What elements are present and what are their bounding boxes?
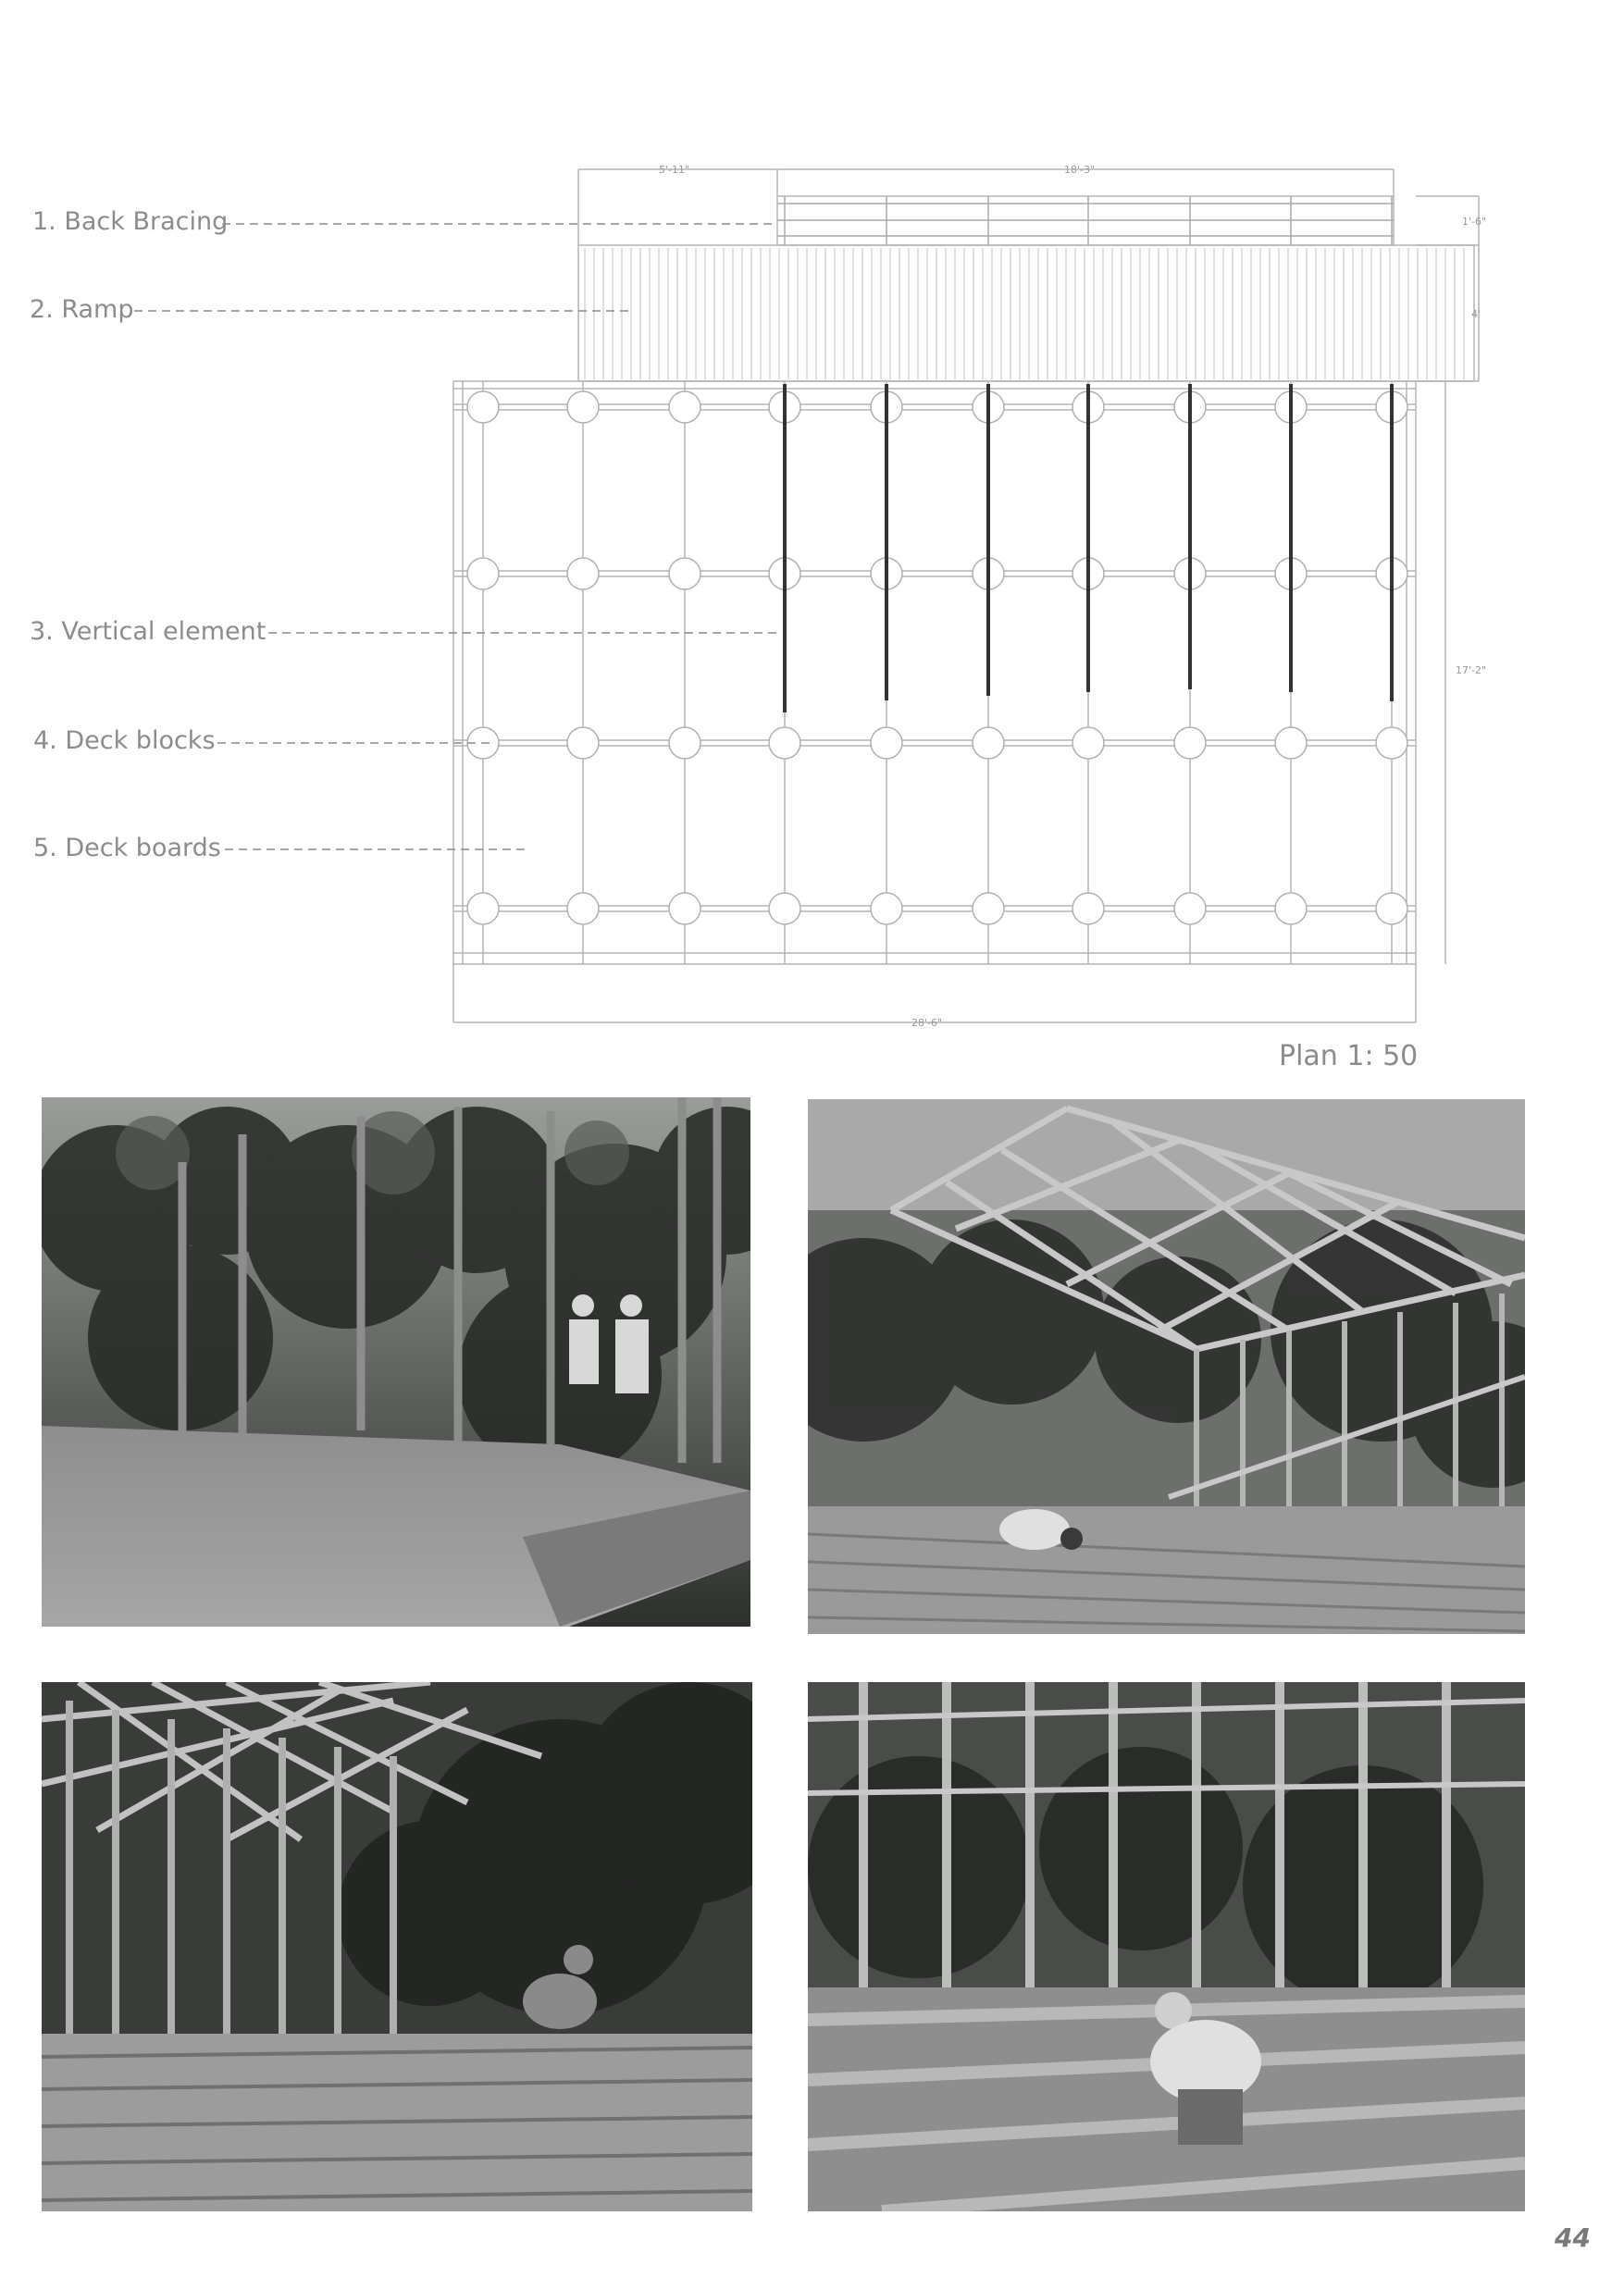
deck-outline xyxy=(453,381,1416,964)
dim-ramp-depth: 4' xyxy=(1471,308,1481,320)
deck-block xyxy=(567,727,599,759)
photo-joist-worker xyxy=(808,1682,1525,2211)
dim-deck-width: 28'-6" xyxy=(911,1017,943,1029)
photo-deck-workers xyxy=(42,1097,750,1627)
label-deck-boards: 5. Deck boards xyxy=(33,834,221,862)
deck-block xyxy=(1174,727,1206,759)
dim-bracing-depth: 1'-6" xyxy=(1462,216,1487,228)
deck-block xyxy=(1072,727,1104,759)
deck-block xyxy=(669,391,700,423)
ramp-outline xyxy=(578,245,1474,381)
deck-block xyxy=(467,893,499,924)
photo-roof-frame-ramp xyxy=(808,1099,1525,1634)
deck-block xyxy=(1376,727,1407,759)
plan-caption: Plan 1: 50 xyxy=(1279,1040,1419,1072)
deck-block xyxy=(669,727,700,759)
label-ramp: 2. Ramp xyxy=(30,295,134,324)
deck-block xyxy=(669,893,700,924)
deck-block xyxy=(567,391,599,423)
photo-truss-saw xyxy=(42,1682,752,2211)
deck-block xyxy=(669,558,700,589)
deck-block xyxy=(769,893,800,924)
deck-block xyxy=(973,893,1004,924)
deck-block xyxy=(1376,893,1407,924)
deck-block xyxy=(467,558,499,589)
deck-block xyxy=(871,727,902,759)
deck-block xyxy=(1275,727,1307,759)
deck-block xyxy=(1072,893,1104,924)
dim-ramp-width: 5'-11" xyxy=(659,164,690,176)
deck-block xyxy=(769,727,800,759)
deck-block xyxy=(1174,893,1206,924)
deck-block xyxy=(467,391,499,423)
deck-block xyxy=(567,558,599,589)
plan-drawing xyxy=(0,0,1624,1064)
deck-block xyxy=(567,893,599,924)
label-vertical-element: 3. Vertical element xyxy=(30,617,267,646)
page-number: 44 xyxy=(1555,2222,1591,2253)
label-deck-blocks: 4. Deck blocks xyxy=(33,726,216,755)
dim-bracing-length: 18'-3" xyxy=(1064,164,1096,176)
label-back-bracing: 1. Back Bracing xyxy=(32,207,229,236)
deck-block xyxy=(871,893,902,924)
deck-block xyxy=(1275,893,1307,924)
deck-block xyxy=(973,727,1004,759)
dim-deck-depth: 17'-2" xyxy=(1456,664,1487,676)
